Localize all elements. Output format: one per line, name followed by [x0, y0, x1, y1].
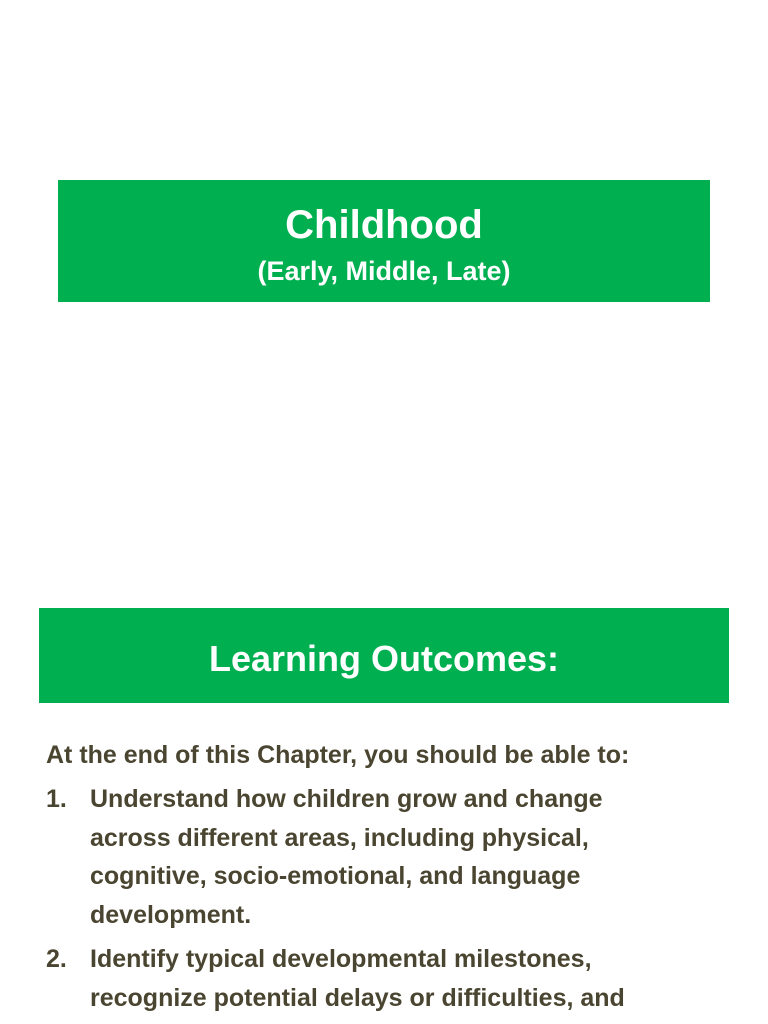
outcomes-heading: Learning Outcomes: [208, 638, 560, 679]
slide-title: Childhood [285, 203, 483, 247]
outcome-line: Understand how children grow and change [90, 785, 603, 813]
outcome-number: 1. [46, 785, 67, 813]
outcome-item-2 [46, 940, 736, 1017]
outcome-item-1 [46, 780, 736, 934]
outcome-line: recognize potential delays or difficulties, and [90, 983, 625, 1012]
outcome-line: development. [90, 900, 252, 929]
outcome-line: cognitive, socio-emotional, and language [90, 862, 581, 890]
outcomes-banner [39, 608, 729, 703]
outcome-line: Identify typical developmental milestones, [90, 945, 592, 973]
outcomes-intro: At the end of this Chapter, you should be able to: [46, 741, 630, 769]
outcome-number: 2. [46, 945, 67, 973]
title-banner [58, 180, 710, 302]
slide-subtitle: (Early, Middle, Late) [257, 256, 511, 286]
outcome-line: across different areas, including physical, [90, 823, 589, 852]
